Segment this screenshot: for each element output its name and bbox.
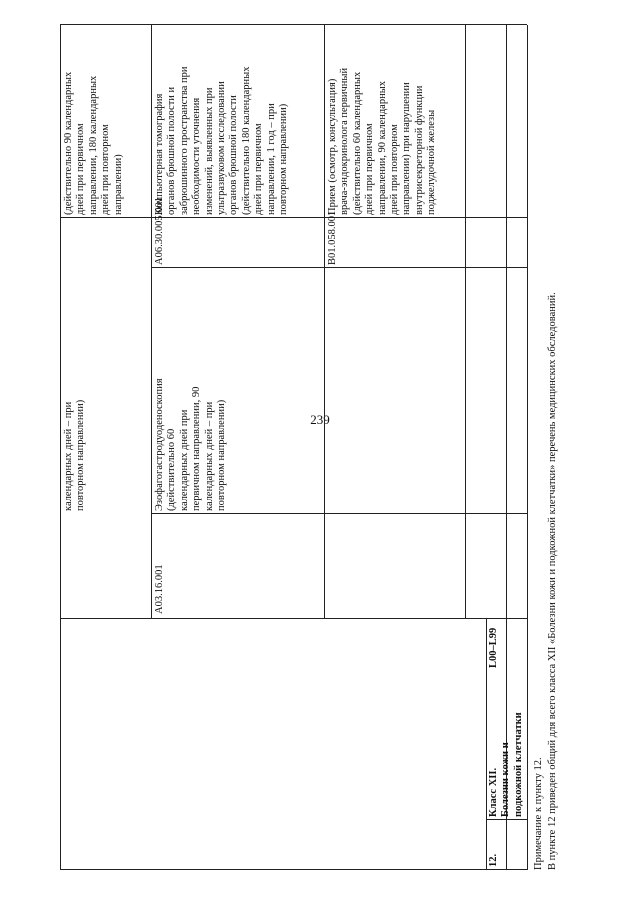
table-line (60, 618, 527, 619)
table-line (486, 619, 487, 870)
table-line (465, 25, 466, 619)
services-table (60, 25, 580, 870)
table-line (527, 25, 528, 870)
icd-code-range: L00–L99 (488, 627, 499, 668)
service-code: A03.16.001 (154, 564, 165, 614)
table-line (60, 217, 527, 218)
table-line (151, 513, 527, 514)
table-line (60, 24, 527, 25)
note-title: Примечание к пункту 12. (533, 757, 544, 870)
service-code: B01.058.001 (327, 210, 338, 265)
page-number: 239 (310, 412, 330, 427)
service-name: Эзофагогастродуоденоскопия (действительно 60 календарных дней при первичном направлении, 90 календарных дней – при повторном направлении) (154, 378, 228, 511)
note-text: В пункте 12 приведен общий для всего класса XII «Болезни кожи и подкожной клетчатки» перечень медицинских обследований. (547, 292, 558, 870)
service-code: A06.30.005.001 (154, 197, 165, 265)
table-line (324, 25, 325, 619)
disease-class-name: Класс XII. Болезни кожи и подкожной клетчатки (488, 712, 524, 817)
cont-service-text: календарных дней – при повторном направлении) (63, 399, 87, 511)
service-name: Прием (осмотр, консультация) врача-эндокринолога первичный (действительно 60 календарных дней при первичном направлении, 90 календарных дней при повторном направлении) при нарушении внутрисекреторной функции поджелудочной железы (327, 67, 438, 215)
table-line (60, 25, 61, 870)
table-line (151, 267, 527, 268)
table-line (60, 869, 527, 870)
table-line (151, 25, 152, 619)
cont-service-text: (действительно 90 календарных дней при первичном направлении, 180 календарных дней при повторном направлении) (63, 71, 124, 215)
service-name: Компьютерная томография органов брюшной полости и забрюшинного пространства при необходимости уточнения изменений, выявленных при ультразвуковом исследовании органов брюшной полости (действительно 180 календарных дней при первичном направлении, 1 год – при повторном направлении) (154, 66, 290, 215)
rotated-table-region (60, 25, 580, 870)
row-number: 12. (488, 853, 499, 867)
